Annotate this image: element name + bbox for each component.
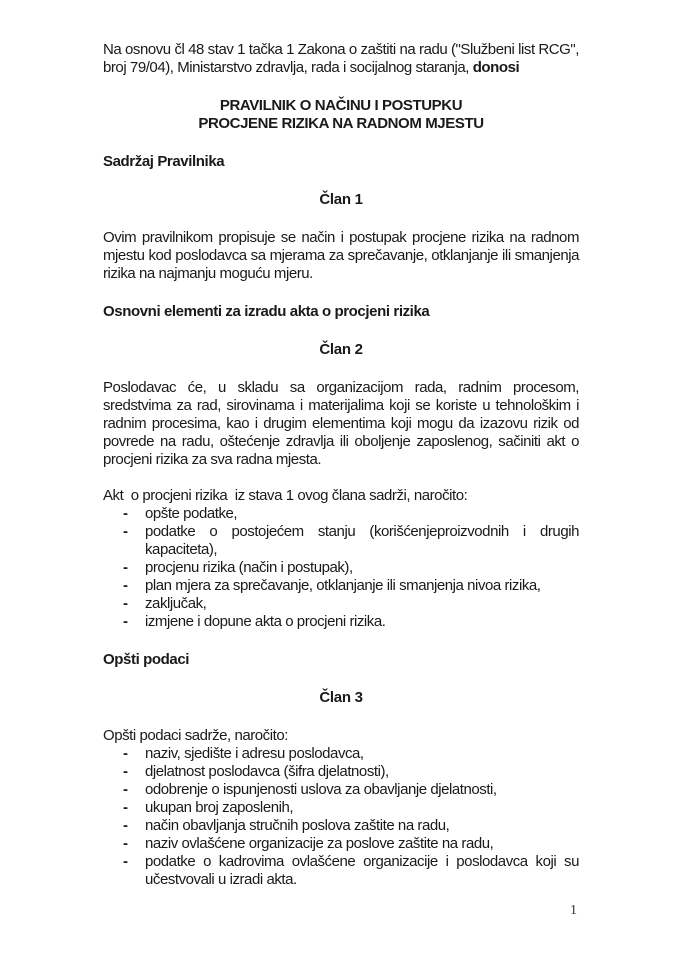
dash-bullet-icon: -	[123, 745, 128, 762]
dash-bullet-icon: -	[123, 853, 128, 870]
page-number: 1	[570, 903, 577, 918]
preamble-bold-word: donosi	[472, 59, 520, 76]
article-3-list	[103, 745, 579, 889]
article-label-2: Član 2	[319, 341, 363, 358]
spacer	[103, 171, 579, 191]
spacer	[103, 209, 579, 229]
list-item: - ukupan broj zaposlenih,	[123, 799, 294, 816]
spacer	[103, 133, 579, 153]
list-item: - procjenu rizika (način i postupak),	[123, 559, 353, 576]
section-heading-sadrzaj: Sadržaj Pravilnika	[103, 153, 225, 170]
dash-bullet-icon: -	[123, 799, 128, 816]
spacer	[103, 707, 579, 727]
spacer	[103, 631, 579, 651]
preamble-text: Na osnovu čl 48 stav 1 tačka 1 Zakona o zaštiti na radu ("Službeni list RCG", broj 79/04), Ministarstvo zdravlja, rada i socijalnog staranja,	[103, 41, 579, 76]
dash-bullet-icon: -	[123, 577, 128, 594]
spacer	[103, 359, 579, 379]
dash-bullet-icon: -	[123, 613, 128, 630]
article-2-paragraph-2: Akt o procjeni rizika iz stava 1 ovog člana sadrži, naročito:	[103, 487, 468, 504]
document-title-line-1: PRAVILNIK O NAČINU I POSTUPKU	[219, 97, 463, 114]
list-item: - naziv ovlašćene organizacije za poslove zaštite na radu,	[123, 835, 494, 852]
document-page	[103, 41, 579, 889]
dash-bullet-icon: -	[123, 595, 128, 612]
list-item: - izmjene i dopune akta o procjeni rizika.	[123, 613, 386, 630]
list-item: - zaključak,	[123, 595, 207, 612]
spacer	[103, 669, 579, 689]
dash-bullet-icon: -	[123, 781, 128, 798]
list-item: - način obavljanja stručnih poslova zaštite na radu,	[123, 817, 450, 834]
section-heading-osnovni-elementi: Osnovni elementi za izradu akta o procjeni rizika	[103, 303, 430, 320]
list-item: - podatke o postojećem stanju (korišćenjeproizvodnih i drugih kapaciteta),	[123, 523, 579, 558]
list-item: - odobrenje o ispunjenosti uslova za obavljanje djelatnosti,	[123, 781, 497, 798]
dash-bullet-icon: -	[123, 559, 128, 576]
spacer	[103, 283, 579, 303]
dash-bullet-icon: -	[123, 505, 128, 522]
section-heading-opsti-podaci: Opšti podaci	[103, 651, 190, 668]
spacer	[103, 321, 579, 341]
list-item: - podatke o kadrovima ovlašćene organizacije i poslodavca koji su učestvovali u izradi akta.	[123, 853, 579, 888]
dash-bullet-icon: -	[123, 817, 128, 834]
article-label-1: Član 1	[319, 191, 363, 208]
dash-bullet-icon: -	[123, 523, 128, 540]
dash-bullet-icon: -	[123, 835, 128, 852]
preamble-paragraph	[103, 41, 579, 77]
list-item: - naziv, sjedište i adresu poslodavca,	[123, 745, 364, 762]
spacer	[103, 469, 579, 487]
list-item: - djelatnost poslodavca (šifra djelatnosti),	[123, 763, 389, 780]
list-item: - opšte podatke,	[123, 505, 238, 522]
article-3-paragraph: Opšti podaci sadrže, naročito:	[103, 727, 288, 744]
dash-bullet-icon: -	[123, 763, 128, 780]
article-2-list	[103, 505, 579, 631]
spacer	[103, 77, 579, 97]
article-1-paragraph: Ovim pravilnikom propisuje se način i postupak procjene rizika na radnom mjestu kod poslodavca sa mjerama za sprečavanje, otklanjanje ili smanjenja rizika na najmanju moguću mjeru.	[103, 229, 579, 282]
document-title-line-2: PROCJENE RIZIKA NA RADNOM MJESTU	[198, 115, 484, 132]
article-2-paragraph-1: Poslodavac će, u skladu sa organizacijom rada, radnim procesom, sredstvima za rad, sirovinama i materijalima koji se koriste u tehnološkim i radnim procesima, kao i drugim elementima koji mogu da izazovu rizik od povrede na radu, oštećenje zdravlja ili oboljenje zaposlenog, sačiniti akt o procjeni rizika za sva radna mjesta.	[103, 379, 579, 468]
article-label-3: Član 3	[319, 689, 363, 706]
list-item: - plan mjera za sprečavanje, otklanjanje ili smanjenja nivoa rizika,	[123, 577, 541, 594]
